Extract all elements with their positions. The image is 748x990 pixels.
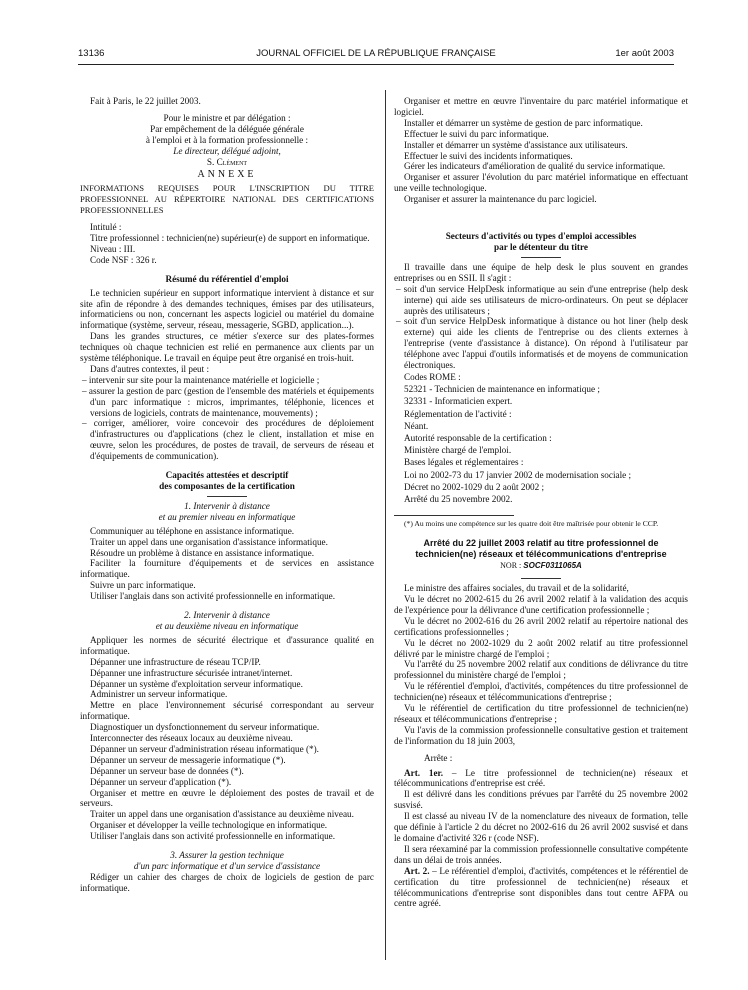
codes-line: Arrêté du 25 novembre 2002. — [404, 493, 513, 504]
page-number: 13136 — [78, 48, 105, 59]
intitule-block — [80, 222, 374, 266]
s1-item: Traiter un appel dans une organisation d'assistance informatique. — [90, 536, 328, 547]
s2-item: Dépanner un serveur d'application (*). — [90, 776, 232, 787]
footnote: (*) Au moins une compétence sur les quatre doit être maîtrisée pour obtenir le CCP. — [404, 519, 659, 529]
s2-item: Appliquer les normes de sécurité électrique et d'assurance qualité en informatique. — [80, 634, 374, 656]
s2-item: Organiser et développer la veille technologique en informatique. — [90, 820, 328, 831]
s1-item: Communiquer au téléphone en assistance informatique. — [90, 525, 295, 536]
resume-paragraph: Le technicien supérieur en support informatique intervient à distance et sur site afin de répondre à des demandes techniques, émises par des utilisateurs, informaticiens ou non, concernant les aspects logiciel ou matériel du domaine informatique (système, serveur, réseau, messagerie, SGBD, application...). — [80, 287, 374, 331]
s1-subtitle: et au premier niveau en informatique — [158, 511, 296, 522]
s3-item: Organiser et assurer la maintenance du parc logiciel. — [404, 194, 597, 205]
s2-item: Mettre en place l'environnement sécurisé correspondant au serveur informatique. — [80, 700, 374, 722]
s2-subtitle: et au deuxième niveau en informatique — [155, 620, 299, 631]
s2-title: 2. Intervenir à distance — [184, 610, 270, 621]
issue-date: 1er août 2003 — [615, 48, 674, 59]
capacites-subtitle: des composantes de la certification — [159, 481, 295, 491]
resume-title: Résumé du référentiel d'emploi — [165, 273, 289, 284]
s1-title: 1. Intervenir à distance — [184, 500, 270, 511]
list-item: – soit d'un service HelpDesk informatique à distance ou hot liner (help desk externe) qui aide les clients de l'entreprise ou des clients externes à l'entreprise (vente d'assistance à distance). On répond à l'utilisateur par téléphone avec l'appui d'outils informatisés et de moyens de communication électroniques. — [396, 316, 688, 371]
article-2-text: – Le référentiel d'emploi, d'activités, compétences et le référentiel de certification du titre professionnel de technicien(ne) réseaux et télécommunications d'entreprise sont disponibles dans tout centre AFPA ou centre agréé. — [394, 865, 688, 909]
s1-item: Suivre un parc informatique. — [90, 580, 196, 591]
intitule-line: Code NSF : 326 r. — [90, 254, 157, 265]
nor-line — [394, 561, 688, 572]
s2-item: Utiliser l'anglais dans son activité professionnelle en informatique. — [90, 831, 336, 842]
footnote-rule — [394, 515, 514, 516]
codes-line: Néant. — [404, 420, 429, 431]
header-rule — [78, 64, 674, 65]
s2-item: Dépanner un serveur de messagerie informatique (*). — [90, 754, 286, 765]
article-1-paragraph: Il sera réexaminé par la commission professionnelle consultative compétente dans un délai de trois années. — [394, 843, 688, 865]
arrete-paragraph: Vu le décret no 2002-615 du 26 avril 2002 relatif à la validation des acquis de l'expérience pour la délivrance d'une certification professionnelle ; — [394, 593, 688, 615]
page-header — [78, 48, 674, 62]
article-2-label: Art. 2. — [404, 865, 430, 876]
secteurs-list — [394, 284, 688, 371]
codes-line: Codes ROME : — [404, 371, 461, 382]
section-rule — [521, 578, 561, 579]
s3-item: Effectuer le suivi du parc informatique. — [404, 128, 549, 139]
s2-item: Dépanner un serveur base de données (*). — [90, 765, 244, 776]
s2-item: Interconnecter des réseaux locaux au deuxième niveau. — [90, 733, 293, 744]
codes-line: Autorité responsable de la certification : — [404, 432, 552, 443]
s3-item: Installer et démarrer un système d'assistance aux utilisateurs. — [404, 139, 628, 150]
arrete-paragraph: Vu le décret no 2002-616 du 26 avril 2002 relatif au répertoire national des certifications professionnelles ; — [394, 615, 688, 637]
s3-title: 3. Assurer la gestion technique — [170, 850, 284, 861]
s3-item: Organiser et mettre en œuvre l'inventaire du parc matériel informatique et logiciel. — [394, 96, 688, 117]
article-1 — [394, 768, 688, 790]
s3-item: Organiser et assurer l'évolution du parc matériel informatique en effectuant une veille technologique. — [394, 172, 688, 194]
journal-title: JOURNAL OFFICIEL DE LA RÉPUBLIQUE FRANÇAISE — [256, 48, 496, 59]
fait-line: Fait à Paris, le 22 juillet 2003. — [90, 96, 201, 106]
s3-item: Rédiger un cahier des charges de choix de logiciels de gestion de parc informatique. — [80, 871, 374, 893]
article-1-paragraph: Il est délivré dans les conditions prévues par l'arrêté du 25 novembre 2002 susvisé. — [394, 789, 688, 811]
list-item: – soit d'un service HelpDesk informatique au sein d'une entreprise (help desk interne) qui aide ses utilisateurs de micro-ordinateurs. On peut se déplacer auprès des utilisateurs ; — [396, 283, 688, 316]
list-item: – intervenir sur site pour la maintenance matérielle et logicielle ; — [82, 374, 320, 385]
s1-item: Utiliser l'anglais dans son activité professionnelle en informatique. — [90, 591, 336, 602]
s1-item: Résoudre un problème à distance en assistance informatique. — [90, 547, 314, 558]
section-rule — [207, 496, 247, 497]
list-item: – corriger, améliorer, voire concevoir des procédures de déploiement d'infrastructures ou d'applications (chez le client, installation et mise en œuvre, selon les procédures, de postes de travail, de serveurs de réseau et d'équipements de communication). — [82, 418, 374, 462]
resume-paragraph: Dans les grandes structures, ce métier s'exerce sur des plates-formes techniques où chaque technicien est relié en permanence aux clients par un système téléphonique. Le travail en équipe peut être organisé en trois-huit. — [80, 331, 374, 364]
s3-item: Gérer les indicateurs d'amélioration de qualité du service informatique. — [404, 161, 666, 172]
codes-line: Réglementation de l'activité : — [404, 408, 512, 419]
s2-item: Organiser et mettre en œuvre le déploiement des postes de travail et de serveurs. — [80, 787, 374, 809]
signature-block — [80, 113, 374, 168]
s2-item: Dépanner un serveur d'administration réseau informatique (*). — [90, 743, 319, 754]
arrete-paragraph: Vu le décret no 2002-1029 du 2 août 2002 relatif au titre professionnel délivré par le ministre chargé de l'emploi ; — [394, 637, 688, 659]
sign-line: Pour le ministre et par délégation : — [163, 112, 291, 123]
codes-line: Décret no 2002-1029 du 2 août 2002 ; — [404, 481, 545, 492]
arrete-title: Arrêté du 22 juillet 2003 relatif au titre professionnel de technicien(ne) réseaux et télécommunications d'entreprise — [415, 538, 667, 559]
codes-line: 52321 - Technicien de maintenance en informatique ; — [404, 384, 600, 395]
sign-role: Le directeur, délégué adjoint, — [173, 145, 281, 156]
codes-block — [394, 371, 688, 505]
secteurs-intro: Il travaille dans une équipe de help desk le plus souvent en grandes entreprises ou en SSII. Il s'agit : — [394, 261, 688, 283]
arrete-paragraph: Vu l'arrêté du 25 novembre 2002 relatif aux conditions de délivrance du titre professionnel du ministère chargé de l'emploi ; — [394, 659, 688, 681]
s2-item: Administrer un serveur informatique. — [90, 689, 228, 700]
intitule-line: Titre professionnel : technicien(ne) supérieur(e) de support en informatique. — [90, 232, 370, 243]
s3-subtitle: d'un parc informatique et d'un service d'assistance — [133, 861, 321, 871]
resume-paragraph: Dans d'autres contextes, il peut : — [90, 363, 210, 374]
arrete-paragraph: Vu le référentiel de certification du titre professionnel de technicien(ne) réseaux et télécommunications d'entreprise ; — [394, 703, 688, 724]
article-2 — [394, 866, 688, 910]
arrete-label: Arrête : — [424, 752, 453, 763]
infos-title: INFORMATIONS REQUISES POUR L'INSCRIPTION DU TITRE PROFESSIONNEL AU RÉPERTOIRE NATIONAL DES CERTIFICATIONS PROFESSIONNELLES — [80, 183, 374, 216]
intitule-line: Niveau : III. — [90, 243, 136, 254]
arrete-paragraph: Vu l'avis de la commission professionnelle consultative gestion et traitement de l'information du 18 juin 2003, — [394, 724, 688, 746]
codes-line: Ministère chargé de l'emploi. — [404, 445, 512, 456]
s2-item: Dépanner une infrastructure de réseau TCP/IP. — [90, 656, 261, 667]
s2-item: Dépanner une infrastructure sécurisée intranet/internet. — [90, 667, 293, 678]
s1-item: Faciliter la fourniture d'équipements et de services en assistance informatique. — [80, 558, 374, 580]
column-divider — [385, 90, 386, 960]
codes-line: Bases légales et réglementaires : — [404, 457, 524, 468]
article-1-paragraph: Il est classé au niveau IV de la nomenclature des niveaux de formation, telle que définie à l'article 2 du décret no 2002-616 du 26 avril 2002 susvisé et dans le domaine d'activité 326 r (code NSF). — [394, 811, 688, 844]
intitule-line: Intitulé : — [90, 222, 122, 233]
secteurs-subtitle: par le détenteur du titre — [494, 241, 588, 252]
s3-item: Installer et démarrer un système de gestion de parc informatique. — [404, 117, 643, 128]
arrete-paragraph: Vu le référentiel d'emploi, d'activités, compétences du titre professionnel de technicien(ne) réseaux et télécommunications d'entreprise ; — [394, 681, 688, 703]
annexe-title: ANNEXE — [197, 169, 257, 181]
sign-name: S. Clément — [206, 156, 248, 167]
s2-item: Traiter un appel dans une organisation d'assistance au deuxième niveau. — [90, 809, 354, 820]
left-column — [80, 96, 374, 894]
sign-line: Par empêchement de la déléguée générale — [150, 123, 304, 134]
section-rule — [521, 257, 561, 258]
list-item: – assurer la gestion de parc (gestion de l'ensemble des matériels et équipements d'un parc informatique : micros, imprimantes, téléphonie, licences et versions de logiciels, contrats de maintenance, mouvements) ; — [82, 385, 374, 418]
s2-item: Dépanner un système d'exploitation serveur informatique. — [90, 678, 303, 689]
article-1-label: Art. 1er. — [404, 767, 444, 778]
capacites-title: Capacités attestées et descriptif — [165, 470, 289, 481]
sign-line: à l'emploi et à la formation professionnelle : — [145, 134, 309, 145]
arrete-paragraph: Le ministre des affaires sociales, du travail et de la solidarité, — [404, 583, 629, 594]
nor-label: NOR : — [500, 561, 522, 571]
codes-line: 32331 - Informaticien expert. — [404, 396, 513, 407]
article-1-text: – Le titre professionnel de technicien(ne) réseaux et télécommunications d'entreprise est créé. — [394, 767, 688, 789]
right-column — [394, 96, 688, 909]
s2-item: Diagnostiquer un dysfonctionnement du serveur informatique. — [90, 722, 320, 733]
nor-code: SOCF0311065A — [523, 561, 582, 571]
resume-list — [80, 375, 374, 462]
codes-line: Loi no 2002-73 du 17 janvier 2002 de modernisation sociale ; — [404, 469, 632, 480]
secteurs-title: Secteurs d'activités ou types d'emploi accessibles — [445, 231, 637, 242]
s3-item: Effectuer le suivi des incidents informatiques. — [404, 150, 573, 161]
